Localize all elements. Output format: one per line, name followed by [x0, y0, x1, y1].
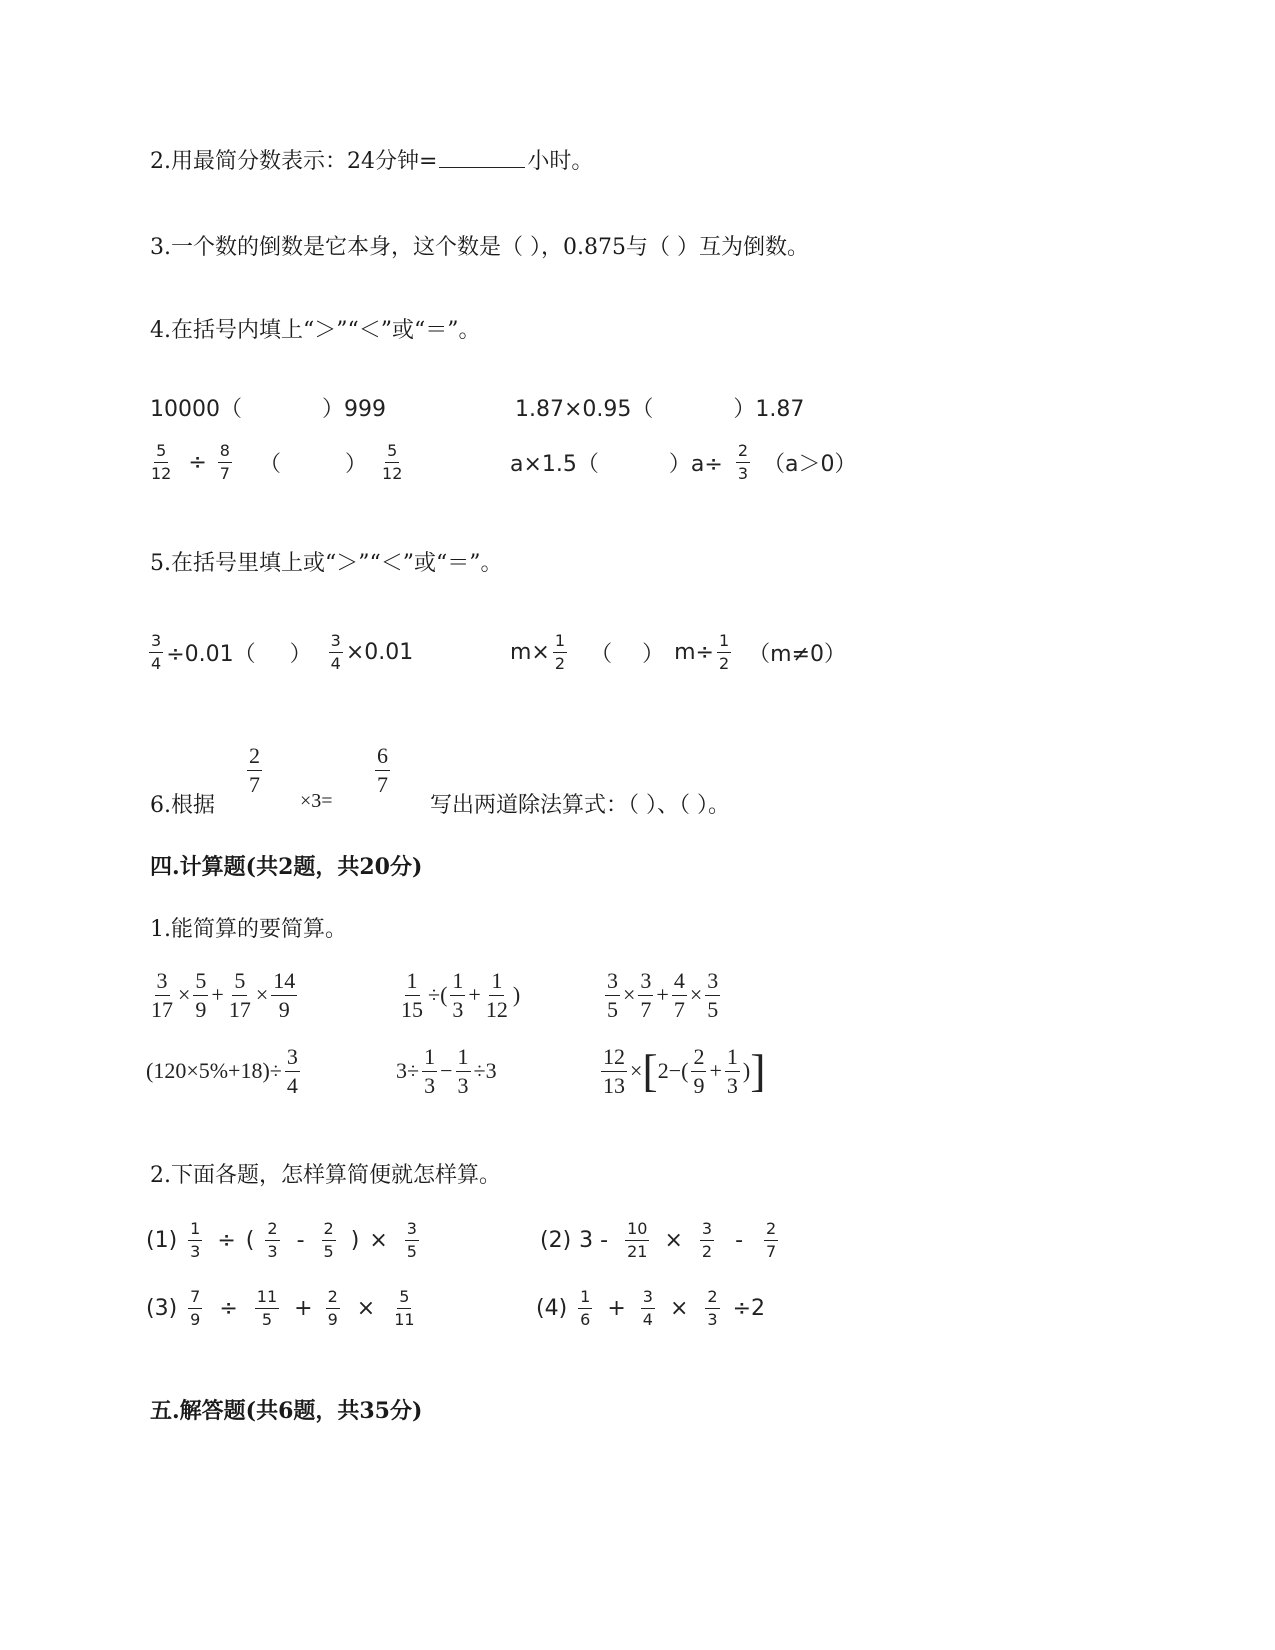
- q2-prefix: 2.用最简分数表示：24分钟=: [150, 149, 438, 174]
- section-4-title: 四.计算题(共2题，共20分): [150, 854, 423, 880]
- q5-expr-b: [510, 626, 846, 678]
- fraction: $\frac{8}{7}$: [219, 440, 230, 483]
- expr-text: (120×5%+18)÷: [146, 1058, 282, 1083]
- fraction: $\frac{3}{4}$: [642, 1286, 653, 1329]
- operator: ×: [669, 1295, 689, 1321]
- operator: +: [709, 1058, 722, 1083]
- operator: ×: [623, 982, 636, 1007]
- fraction: $\frac{3}{4}$: [286, 1043, 298, 1098]
- fraction: $\frac{1}{3}$: [452, 967, 464, 1022]
- fraction: $\frac{5}{17}$: [228, 967, 251, 1022]
- fraction: $\frac{1}{3}$: [726, 1043, 738, 1098]
- fraction: $\frac{1}{6}$: [580, 1286, 591, 1329]
- close-paren: ): [350, 1227, 360, 1253]
- operator: +: [468, 982, 481, 1007]
- q6-fraction-2: [372, 742, 393, 798]
- fraction: $\frac{5}{12}$: [382, 440, 403, 483]
- operator: +: [211, 982, 224, 1007]
- operator: ×: [630, 1058, 643, 1083]
- fraction: $\frac{3}{4}$: [330, 630, 341, 673]
- expr-text: ÷2: [732, 1295, 766, 1321]
- operator: ×: [178, 982, 191, 1007]
- q4-expr-a: [150, 392, 386, 422]
- fraction: $\frac{2}{3}$: [707, 1286, 718, 1329]
- calc-1-expr-6: [598, 1038, 766, 1104]
- calc-1-expr-1: [146, 964, 300, 1026]
- fraction: $\frac{2}{7}$: [249, 742, 260, 797]
- fraction: $\frac{3}{5}$: [707, 967, 719, 1022]
- fraction: $\frac{3}{5}$: [607, 967, 618, 1022]
- operator: ×: [689, 982, 703, 1007]
- question-3: 3.一个数的倒数是它本身，这个数是（ ），0.875与（ ）互为倒数。: [150, 235, 809, 260]
- fraction: $\frac{3}{5}$: [406, 1218, 417, 1261]
- operator: ÷: [219, 1295, 238, 1321]
- fraction: $\frac{2}{3}$: [267, 1218, 278, 1261]
- fraction: $\frac{1}{12}$: [485, 967, 508, 1022]
- right-bracket: ]: [750, 1045, 766, 1096]
- fraction: $\frac{1}{3}$: [457, 1043, 469, 1098]
- open-paren: （: [590, 641, 613, 667]
- fraction: $\frac{5}{9}$: [195, 967, 207, 1022]
- fraction: $\frac{2}{5}$: [323, 1218, 334, 1261]
- q4-b-left: 1.87×0.95（: [515, 396, 654, 422]
- expr-text: ): [742, 1058, 751, 1083]
- operator: ÷: [217, 1227, 236, 1253]
- q6-fraction-1: [244, 742, 265, 798]
- q4-d-left: a×1.5（: [510, 451, 599, 477]
- calc-2-problem-4: [536, 1282, 765, 1334]
- q5-b-text: m×: [510, 639, 550, 665]
- question-6-prefix: 6.根据: [150, 793, 215, 818]
- fraction: $\frac{1}{3}$: [424, 1043, 436, 1098]
- q2-suffix: 小时。: [527, 149, 594, 174]
- calc-2-problem-3: [146, 1282, 420, 1334]
- operator: +: [656, 982, 669, 1007]
- calc-1-instruction: 1.能简算的要简算。: [150, 917, 347, 942]
- problem-label: (3): [146, 1295, 178, 1321]
- q4-d-mid: ）a÷: [668, 451, 723, 477]
- fraction: $\frac{3}{17}$: [151, 967, 173, 1022]
- q6-suffix: 写出两道除法算式：（ ）、（ ）。: [430, 793, 730, 818]
- operator: +: [294, 1295, 313, 1321]
- operator: ÷(: [428, 982, 448, 1007]
- calc-1-expr-3: [602, 964, 723, 1026]
- section-5-title: 五.解答题(共6题，共35分): [150, 1398, 423, 1424]
- q5-b-text2: m÷: [674, 639, 714, 665]
- expr-text: 3÷: [396, 1058, 420, 1083]
- close-paren: ): [512, 982, 521, 1007]
- fraction: $\frac{10}{21}$: [627, 1218, 648, 1261]
- fraction: $\frac{2}{3}$: [737, 440, 749, 483]
- fraction: $\frac{5}{11}$: [394, 1286, 415, 1329]
- answer-blank[interactable]: [439, 147, 525, 168]
- fraction: $\frac{1}{15}$: [401, 967, 423, 1022]
- fraction: $\frac{12}{13}$: [603, 1043, 625, 1098]
- fraction: $\frac{2}{7}$: [766, 1218, 777, 1261]
- q6-times: ×3=: [300, 790, 333, 812]
- calc-1-expr-5: [396, 1040, 497, 1102]
- fraction: $\frac{3}{2}$: [701, 1218, 713, 1261]
- problem-label: (4): [536, 1295, 568, 1321]
- q4-expr-d: [510, 436, 857, 488]
- expr-text: 2−(: [657, 1058, 689, 1083]
- fraction: $\frac{6}{7}$: [377, 742, 388, 797]
- q4-expr-c: [146, 436, 407, 488]
- close-paren: ）: [642, 641, 665, 667]
- divide-sign: ÷: [188, 449, 207, 475]
- question-2: [150, 144, 593, 175]
- operator: ×: [664, 1227, 683, 1253]
- calc-2-problem-2: [540, 1214, 781, 1266]
- q4-b-right: ）1.87: [733, 396, 805, 422]
- q4-a-right: ）999: [322, 396, 386, 422]
- problem-label: (2): [540, 1227, 572, 1253]
- calc-1-expr-4: [146, 1040, 303, 1102]
- operator: ×: [369, 1227, 388, 1253]
- q5-a-text: ÷0.01（: [166, 641, 256, 667]
- q5-expr-a: [146, 626, 413, 678]
- calc-2-instruction: 2.下面各题，怎样算简便就怎样算。: [150, 1163, 501, 1188]
- q4-d-condition: （a＞0）: [763, 451, 857, 477]
- open-paren: （: [258, 451, 281, 477]
- expr-text: ÷3: [473, 1058, 497, 1083]
- operator: ×: [356, 1295, 376, 1321]
- fraction: $\frac{2}{9}$: [327, 1286, 338, 1329]
- close-paren: ）: [345, 451, 368, 477]
- problem-label: (1): [146, 1227, 178, 1253]
- question-5: 5.在括号里填上或“＞”“＜”或“＝”。: [150, 551, 503, 576]
- left-bracket: [: [642, 1045, 658, 1096]
- calc-2-problem-1: [146, 1214, 422, 1266]
- fraction: $\frac{1}{2}$: [718, 630, 730, 673]
- fraction: $\frac{3}{7}$: [640, 967, 652, 1022]
- operator: -: [296, 1227, 305, 1253]
- fraction: $\frac{11}{5}$: [256, 1286, 278, 1329]
- operator: ×: [255, 982, 269, 1007]
- q4-expr-b: [515, 392, 804, 422]
- q5-a-tail: ×0.01: [345, 639, 414, 665]
- question-4: 4.在括号内填上“＞”“＜”或“＝”。: [150, 318, 481, 343]
- open-paren: (: [245, 1227, 255, 1253]
- q5-a-close: ）: [289, 641, 312, 667]
- fraction: $\frac{14}{9}$: [273, 967, 296, 1022]
- fraction: $\frac{1}{2}$: [554, 630, 566, 673]
- fraction: $\frac{3}{4}$: [151, 630, 162, 673]
- expr-text: 3 -: [579, 1227, 609, 1253]
- fraction: $\frac{7}{9}$: [190, 1286, 201, 1329]
- fraction: $\frac{1}{3}$: [190, 1218, 201, 1261]
- q4-a-left: 10000（: [150, 396, 242, 422]
- calc-1-expr-2: [396, 964, 520, 1026]
- fraction: $\frac{2}{9}$: [693, 1043, 705, 1098]
- fraction: $\frac{5}{12}$: [151, 440, 172, 483]
- operator: -: [735, 1227, 744, 1253]
- fraction: $\frac{4}{7}$: [673, 967, 685, 1022]
- operator: +: [607, 1295, 626, 1321]
- q5-b-condition: （m≠0）: [748, 641, 847, 667]
- operator: −: [440, 1058, 453, 1083]
